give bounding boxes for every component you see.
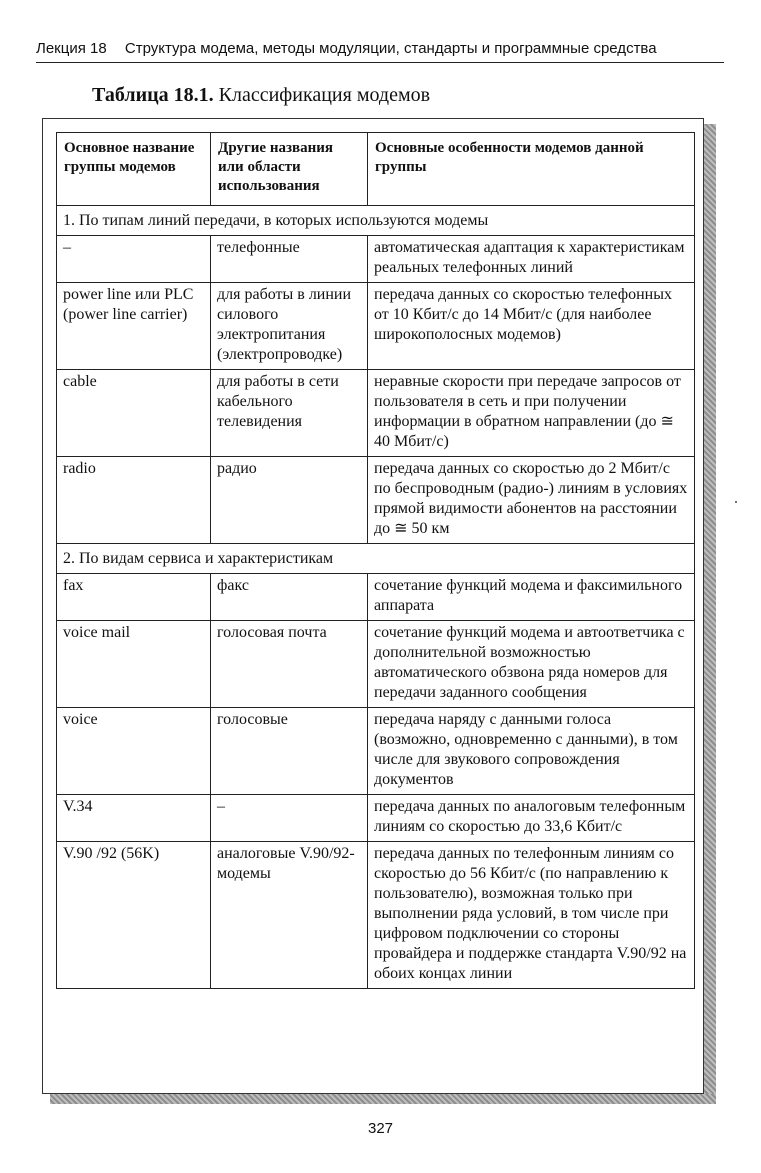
features-cell: передача данных по телефонным линиям со скоростью до 56 Кбит/с (по направлению к пользователю), возможная только при выполнении ряда условий, в том числе при цифровом подключении со стороны провайдера и поддержке стандарта V.90/92 на обоих концах линии	[368, 842, 695, 989]
features-cell: передача данных по аналоговым телефонным линиям со скоростью до 33,6 Кбит/с	[368, 795, 695, 842]
lecture-title: Структура модема, методы модуляции, стандарты и программные средства	[124, 40, 657, 57]
page-number: 327	[367, 1120, 394, 1137]
column-header-other-names: Другие названия или области использования	[211, 133, 368, 206]
other-names-cell: для работы в сети кабельного телевидения	[211, 370, 368, 457]
table-title: Классификация модемов	[218, 84, 431, 106]
group-name-cell: V.34	[57, 795, 211, 842]
header-rule	[36, 62, 724, 63]
lecture-label: Лекция 18	[36, 40, 107, 57]
features-cell: передача данных со скоростью телефонных от 10 Кбит/с до 14 Мбит/с (для наиболее широкополосных модемов)	[368, 283, 695, 370]
table-header-row	[57, 133, 695, 206]
group-name-cell: cable	[57, 370, 211, 457]
section-row	[57, 544, 695, 574]
table-row	[57, 236, 695, 283]
classification-table	[56, 132, 695, 989]
table-row	[57, 370, 695, 457]
other-names-cell: факс	[211, 574, 368, 621]
features-cell: передача наряду с данными голоса (возможно, одновременно с данными), в том числе для звукового сопровождения документов	[368, 708, 695, 795]
table-row	[57, 842, 695, 989]
group-name-cell: V.90 /92 (56K)	[57, 842, 211, 989]
group-name-cell: –	[57, 236, 211, 283]
running-header	[36, 40, 724, 57]
table-row	[57, 574, 695, 621]
other-names-cell: голосовая почта	[211, 621, 368, 708]
other-names-cell: для работы в линии силового электропитания (электропроводке)	[211, 283, 368, 370]
other-names-cell: аналоговые V.90/92-модемы	[211, 842, 368, 989]
table-row	[57, 708, 695, 795]
other-names-cell: радио	[211, 457, 368, 544]
section-title: 2. По видам сервиса и характеристикам	[57, 544, 695, 574]
features-cell: неравные скорости при передаче запросов от пользователя в сеть и при получении информации в обратном направлении (до ≅ 40 Мбит/с)	[368, 370, 695, 457]
other-names-cell: –	[211, 795, 368, 842]
section-title: 1. По типам линий передачи, в которых используются модемы	[57, 206, 695, 236]
group-name-cell: voice	[57, 708, 211, 795]
table-row	[57, 621, 695, 708]
table-caption	[92, 84, 430, 107]
group-name-cell: radio	[57, 457, 211, 544]
table-number: Таблица 18.1.	[92, 84, 214, 106]
frame-shadow-bottom	[50, 1094, 716, 1104]
group-name-cell: power line или PLC (power line carrier)	[57, 283, 211, 370]
features-cell: сочетание функций модема и факсимильного аппарата	[368, 574, 695, 621]
column-header-features: Основные особенности модемов данной группы	[368, 133, 695, 206]
other-names-cell: телефонные	[211, 236, 368, 283]
other-names-cell: голосовые	[211, 708, 368, 795]
features-cell: передача данных со скоростью до 2 Мбит/с по беспроводным (радио-) линиям в условиях прямой видимости абонентов на расстоянии до ≅ 50 км	[368, 457, 695, 544]
group-name-cell: voice mail	[57, 621, 211, 708]
column-header-group-name: Основное название группы модемов	[57, 133, 211, 206]
stray-dot	[735, 501, 737, 503]
table-row	[57, 457, 695, 544]
table-row	[57, 283, 695, 370]
features-cell: сочетание функций модема и автоответчика с дополнительной возможностью автоматического обзвона ряда номеров для передачи заданного сообщения	[368, 621, 695, 708]
table-row	[57, 795, 695, 842]
group-name-cell: fax	[57, 574, 211, 621]
features-cell: автоматическая адаптация к характеристикам реальных телефонных линий	[368, 236, 695, 283]
frame-shadow-right	[704, 124, 716, 1100]
section-row	[57, 206, 695, 236]
